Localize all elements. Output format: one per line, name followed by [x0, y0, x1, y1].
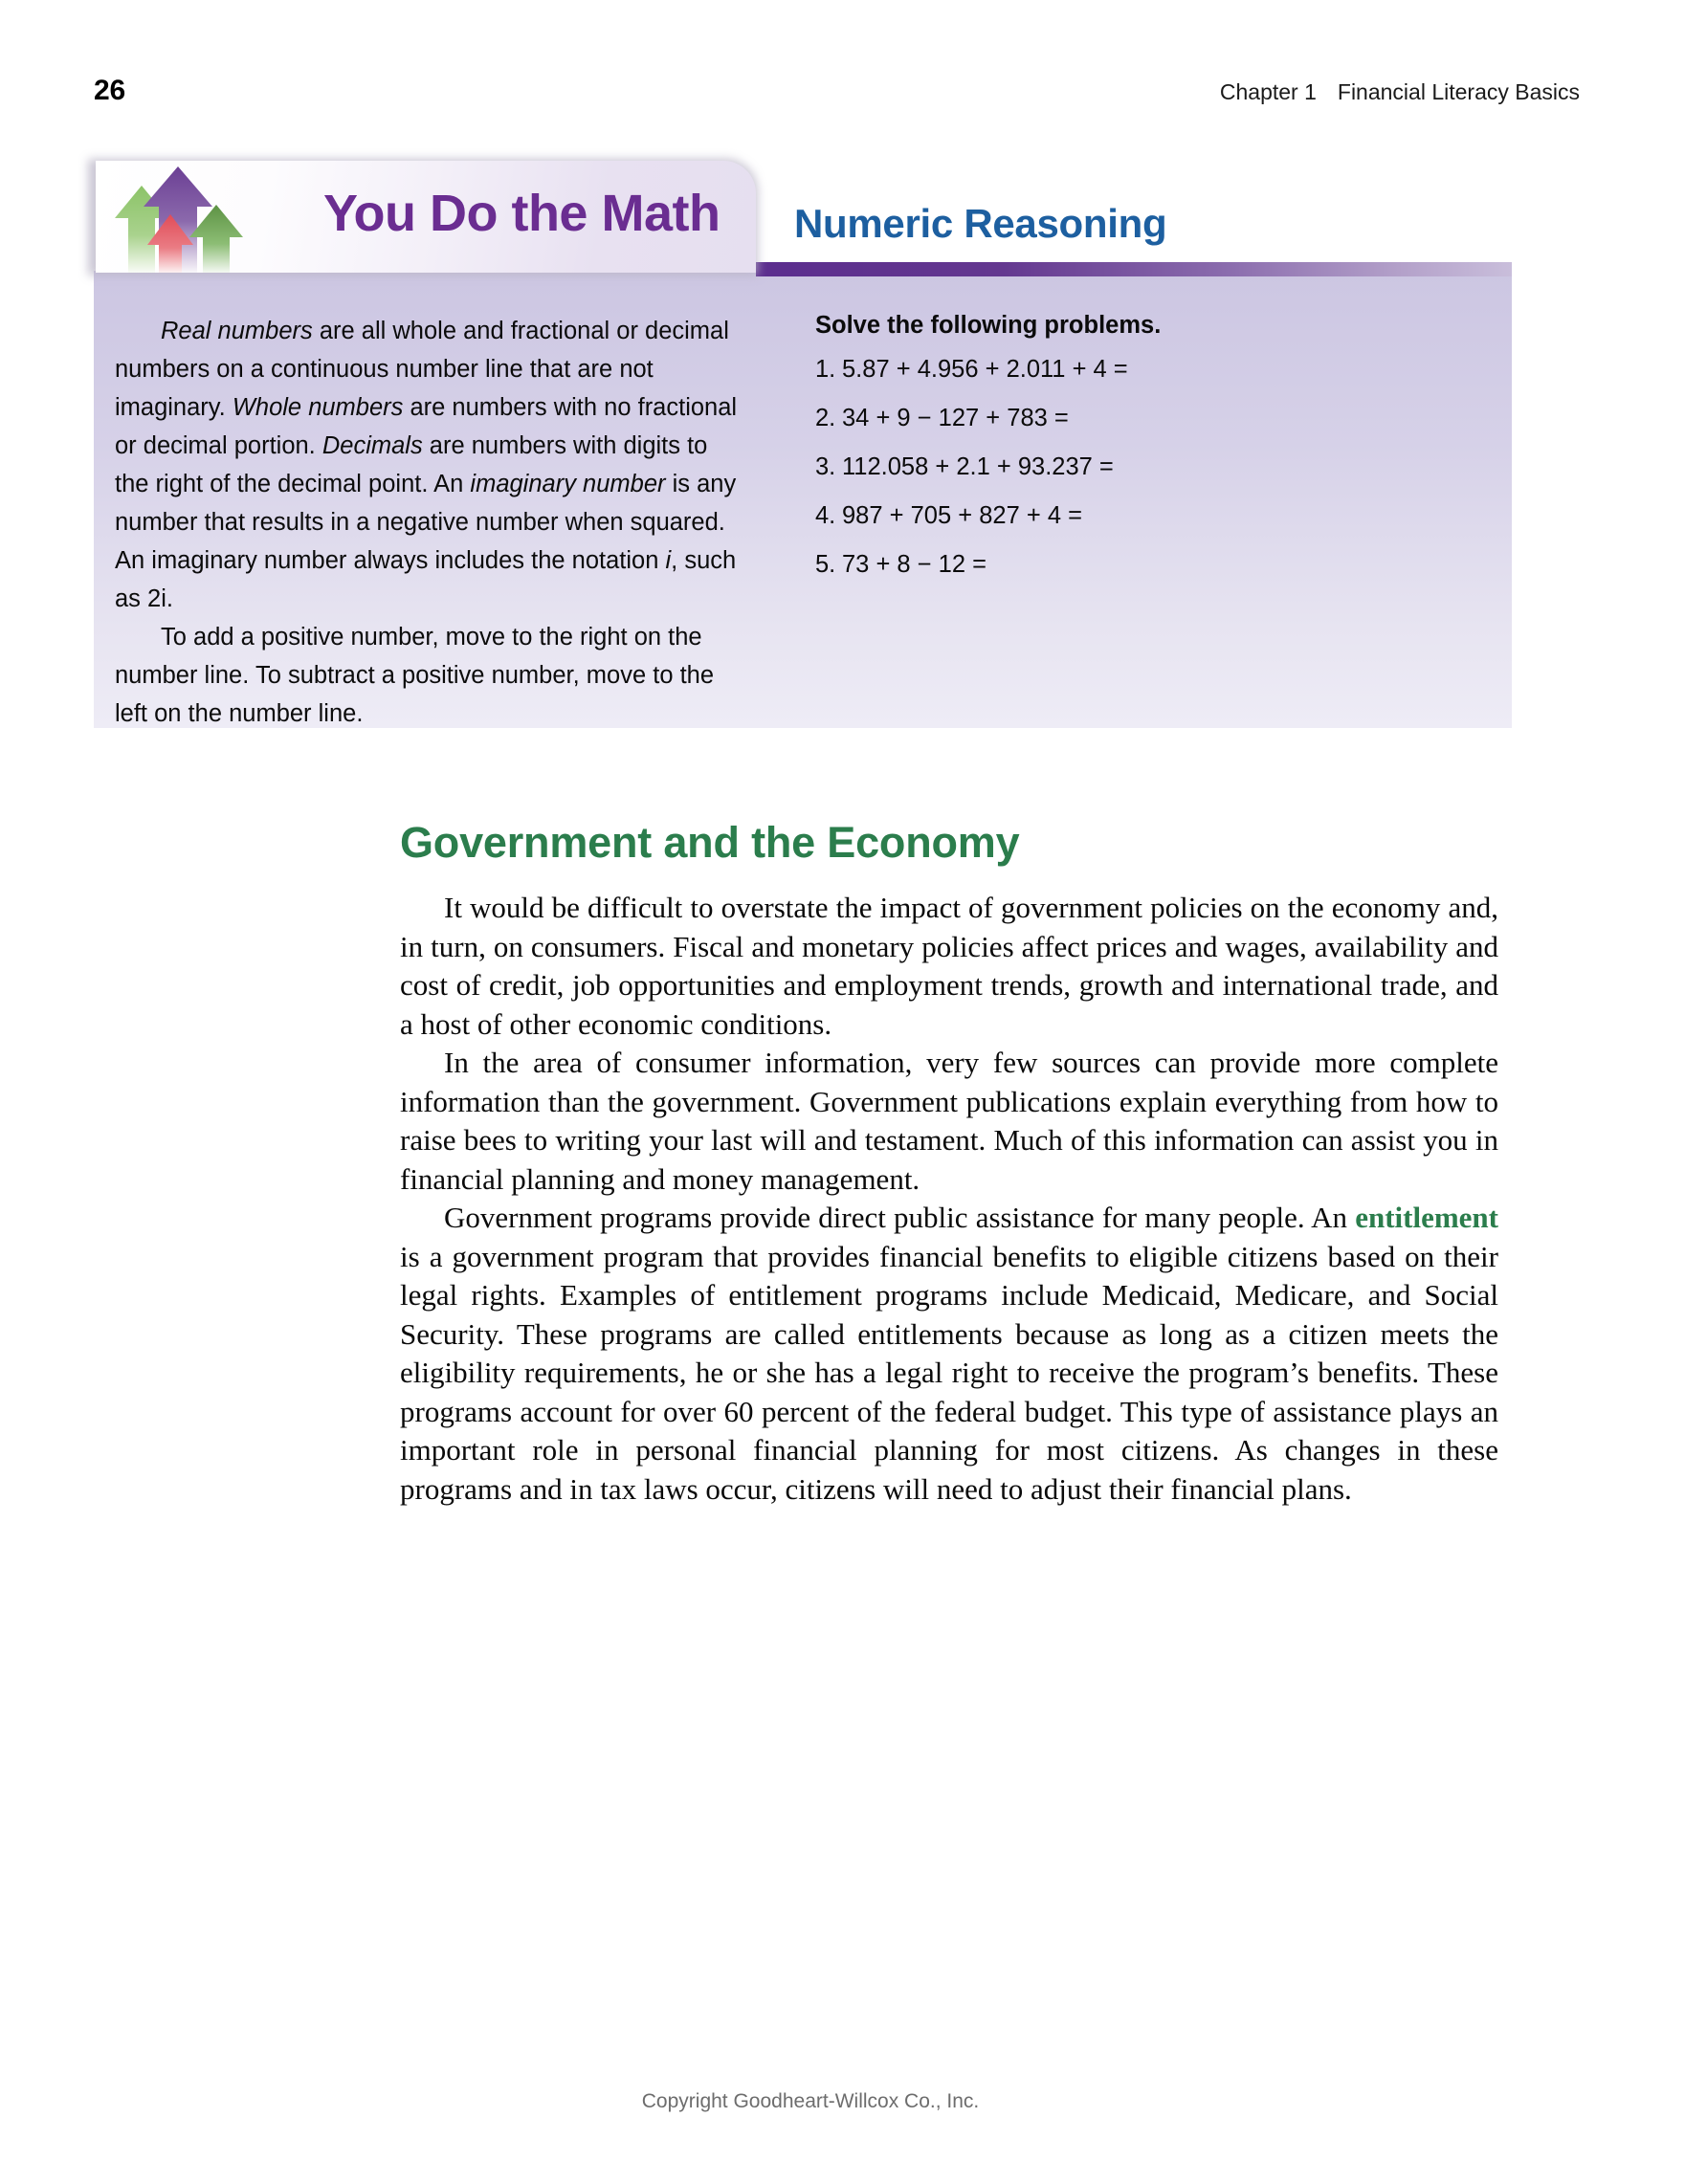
problem-number: 2. — [815, 405, 836, 431]
term-imaginary-number: imaginary number — [470, 471, 666, 497]
article-body — [400, 889, 1498, 1509]
feature-right-column — [815, 312, 1447, 597]
list-item — [815, 353, 1447, 386]
problem-list — [815, 353, 1447, 581]
chapter-title: Financial Literacy Basics — [1337, 79, 1580, 104]
problem-number: 5. — [815, 551, 836, 578]
feature-paragraph-1: Real numbers are all whole and fractional or decimal numbers on a continuous number line that are not imaginary. Whole numbers are numbers with no fractional or decimal portion. Decimals are numbers with digits to the right of the decimal point. An imaginary number is any number that results in a negative number when squared. An imaginary number always includes the notation i, such as 2i. — [115, 318, 738, 612]
chapter-number: Chapter 1 — [1219, 79, 1317, 104]
running-head — [0, 75, 1707, 117]
feature-tab-title: You Do the Math — [323, 185, 720, 242]
solve-instruction: Solve the following problems. — [815, 312, 1162, 339]
problem-number: 1. — [815, 356, 836, 383]
upward-arrows-icon — [109, 163, 300, 273]
problem-expression: 112.058 + 2.1 + 93.237 = — [842, 453, 1114, 480]
article-paragraph-3: Government programs provide direct public assistance for many people. An entitlement is a government program that provides financial benefits to eligible citizens based on their legal rights. Examples of entitlement programs include Medicaid, Medicare, and Social Security. These programs are called entitlements because as long as a citizen meets the eligibility requirements, he or she has a legal right to receive the program’s benefits. These programs account for over 60 percent of the federal budget. This type of assistance plays an important role in personal financial planning for most citizens. As changes in these programs and in tax laws occur, citizens will need to adjust their financial plans. — [400, 1201, 1498, 1506]
notation-i: i — [665, 547, 672, 574]
problem-expression: 987 + 705 + 827 + 4 = — [842, 502, 1082, 529]
feature-paragraph-2: To add a positive number, move to the right on the number line. To subtract a positive number, move to the left on the number line. — [115, 624, 715, 727]
page-title: Government and the Economy — [400, 818, 1020, 867]
article-paragraph-2: In the area of consumer information, very few sources can provide more complete information than the government. Government publications explain everything from how to raise bees to writing your last will and testament. Much of this information can assist you in financial planning and money management. — [400, 1046, 1498, 1196]
list-item — [815, 548, 1447, 581]
article-section — [400, 818, 1498, 1509]
list-item — [815, 402, 1447, 434]
article-paragraph-1: It would be difficult to overstate the impact of government policies on the economy and, in turn, on consumers. Fiscal and monetary policies affect prices and wages, availability and cost of credit, job opportunities and employment trends, growth and international trade, and a host of other economic conditions. — [400, 891, 1498, 1041]
feature-left-column — [115, 312, 746, 733]
problem-expression: 34 + 9 − 127 + 783 = — [842, 405, 1069, 431]
list-item — [815, 499, 1447, 532]
purple-divider-rule — [756, 262, 1512, 276]
problem-expression: 73 + 8 − 12 = — [842, 551, 987, 578]
copyright-notice: Copyright Goodheart-Willcox Co., Inc. — [641, 2090, 980, 2112]
term-whole-numbers: Whole numbers — [232, 394, 404, 421]
term-real-numbers: Real numbers — [161, 318, 313, 344]
page-number: 26 — [94, 75, 125, 106]
problem-expression: 5.87 + 4.956 + 2.011 + 4 = — [842, 356, 1128, 383]
key-term-entitlement: entitlement — [1355, 1201, 1498, 1234]
problem-number: 3. — [815, 453, 836, 480]
numeric-reasoning-title: Numeric Reasoning — [794, 201, 1167, 246]
you-do-the-math-tab — [96, 161, 756, 273]
chapter-label — [1220, 79, 1580, 105]
list-item — [815, 451, 1447, 483]
problem-number: 4. — [815, 502, 836, 529]
term-decimals: Decimals — [321, 432, 423, 459]
